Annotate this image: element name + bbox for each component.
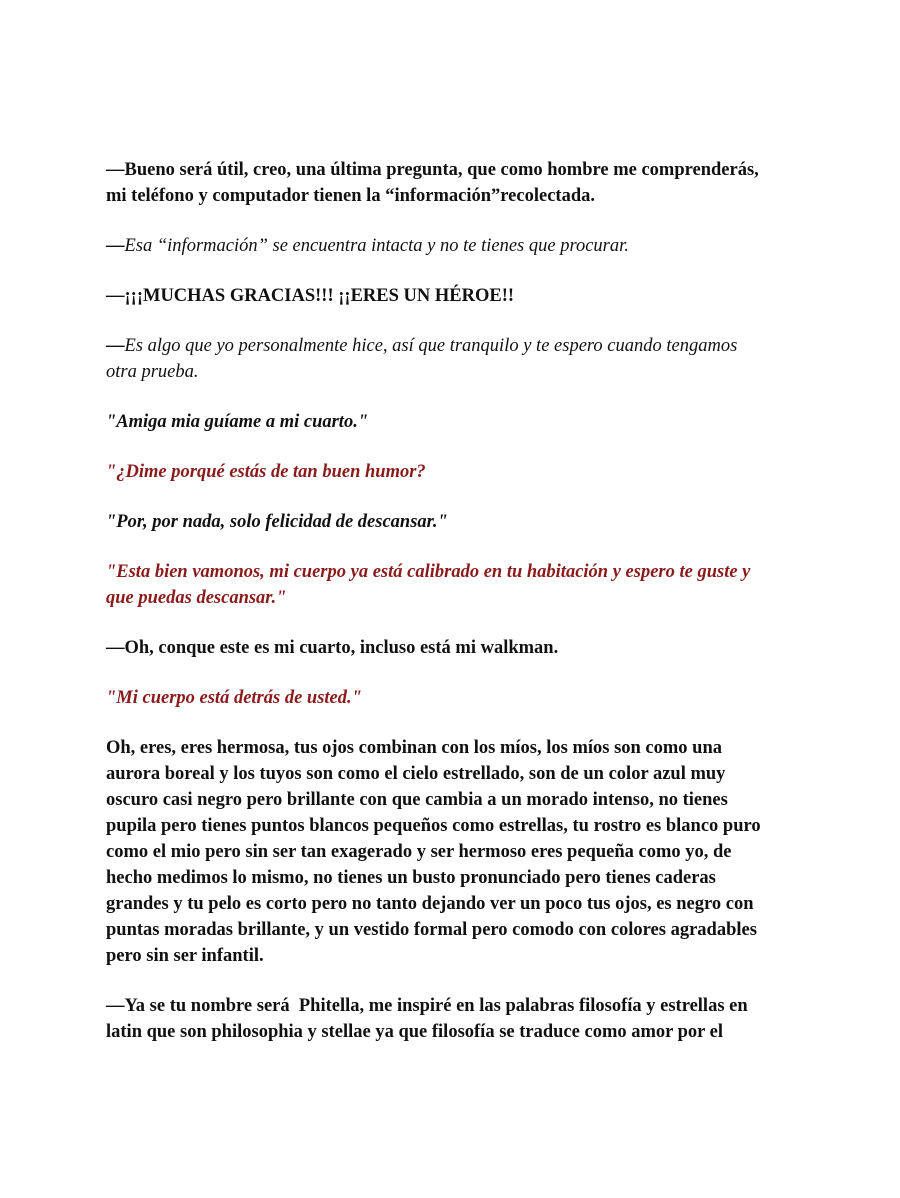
paragraph-10 — [106, 685, 796, 711]
paragraph-4-dash: — — [106, 336, 125, 356]
paragraph-7-line-1: "Por, por nada, solo felicidad de descansar." — [106, 512, 448, 532]
paragraph-2-line-1 — [106, 233, 796, 259]
paragraph-8-line-1: "Esta bien vamonos, mi cuerpo ya está calibrado en tu habitación y espero te guste y — [106, 562, 751, 582]
paragraph-5 — [106, 409, 796, 435]
paragraph-12-line-2: latin que son philosophia y stellae ya que filosofía se traduce como amor por el — [106, 1022, 724, 1042]
paragraph-7 — [106, 509, 796, 535]
paragraph-11-line-2: aurora boreal y los tuyos son como el cielo estrellado, son de un color azul muy — [106, 764, 726, 784]
document-body — [106, 157, 796, 1069]
paragraph-8 — [106, 559, 796, 611]
paragraph-3-line-1: —¡¡¡MUCHAS GRACIAS!!! ¡¡ERES UN HÉROE!! — [106, 286, 515, 306]
paragraph-8-line-2: que puedas descansar." — [106, 588, 287, 608]
paragraph-9 — [106, 635, 796, 661]
paragraph-5-line-1: "Amiga mia guíame a mi cuarto." — [106, 412, 369, 432]
paragraph-4-line-1 — [106, 333, 796, 359]
paragraph-6 — [106, 459, 796, 485]
paragraph-2-dash: — — [106, 236, 125, 256]
paragraph-11-line-9: pero sin ser infantil. — [106, 946, 264, 966]
paragraph-11-line-1: Oh, eres, eres hermosa, tus ojos combinan con los míos, los míos son como una — [106, 738, 723, 758]
paragraph-11-line-8: puntas moradas brillante, y un vestido formal pero comodo con colores agradables — [106, 920, 757, 940]
paragraph-4-text-1: Es algo que yo personalmente hice, así que tranquilo y te espero cuando tengamos — [124, 336, 738, 356]
paragraph-2-text: Esa “información” se encuentra intacta y no te tienes que procurar. — [124, 236, 629, 256]
paragraph-11-line-4: pupila pero tienes puntos blancos pequeños como estrellas, tu rostro es blanco puro — [106, 816, 761, 836]
paragraph-12-line-1: —Ya se tu nombre será Phitella, me inspiré en las palabras filosofía y estrellas en — [106, 996, 748, 1016]
paragraph-1-line-2: mi teléfono y computador tienen la “información”recolectada. — [106, 186, 595, 206]
paragraph-9-line-1: —Oh, conque este es mi cuarto, incluso está mi walkman. — [106, 638, 559, 658]
paragraph-11 — [106, 735, 796, 969]
paragraph-10-line-1: "Mi cuerpo está detrás de usted." — [106, 688, 362, 708]
paragraph-11-line-5: como el mio pero sin ser tan exagerado y ser hermoso eres pequeña como yo, de — [106, 842, 732, 862]
paragraph-11-line-7: grandes y tu pelo es corto pero no tanto dejando ver un poco tus ojos, es negro con — [106, 894, 754, 914]
paragraph-1-line-1: —Bueno será útil, creo, una última pregunta, que como hombre me comprenderás, — [106, 160, 759, 180]
paragraph-4 — [106, 333, 796, 385]
paragraph-11-line-6: hecho medimos lo mismo, no tienes un busto pronunciado pero tienes caderas — [106, 868, 716, 888]
paragraph-1 — [106, 157, 796, 209]
paragraph-3 — [106, 283, 796, 309]
paragraph-4-line-2: otra prueba. — [106, 362, 199, 382]
paragraph-2 — [106, 233, 796, 259]
paragraph-6-line-1: "¿Dime porqué estás de tan buen humor? — [106, 462, 426, 482]
paragraph-12 — [106, 993, 796, 1045]
paragraph-11-line-3: oscuro casi negro pero brillante con que cambia a un morado intenso, no tienes — [106, 790, 728, 810]
